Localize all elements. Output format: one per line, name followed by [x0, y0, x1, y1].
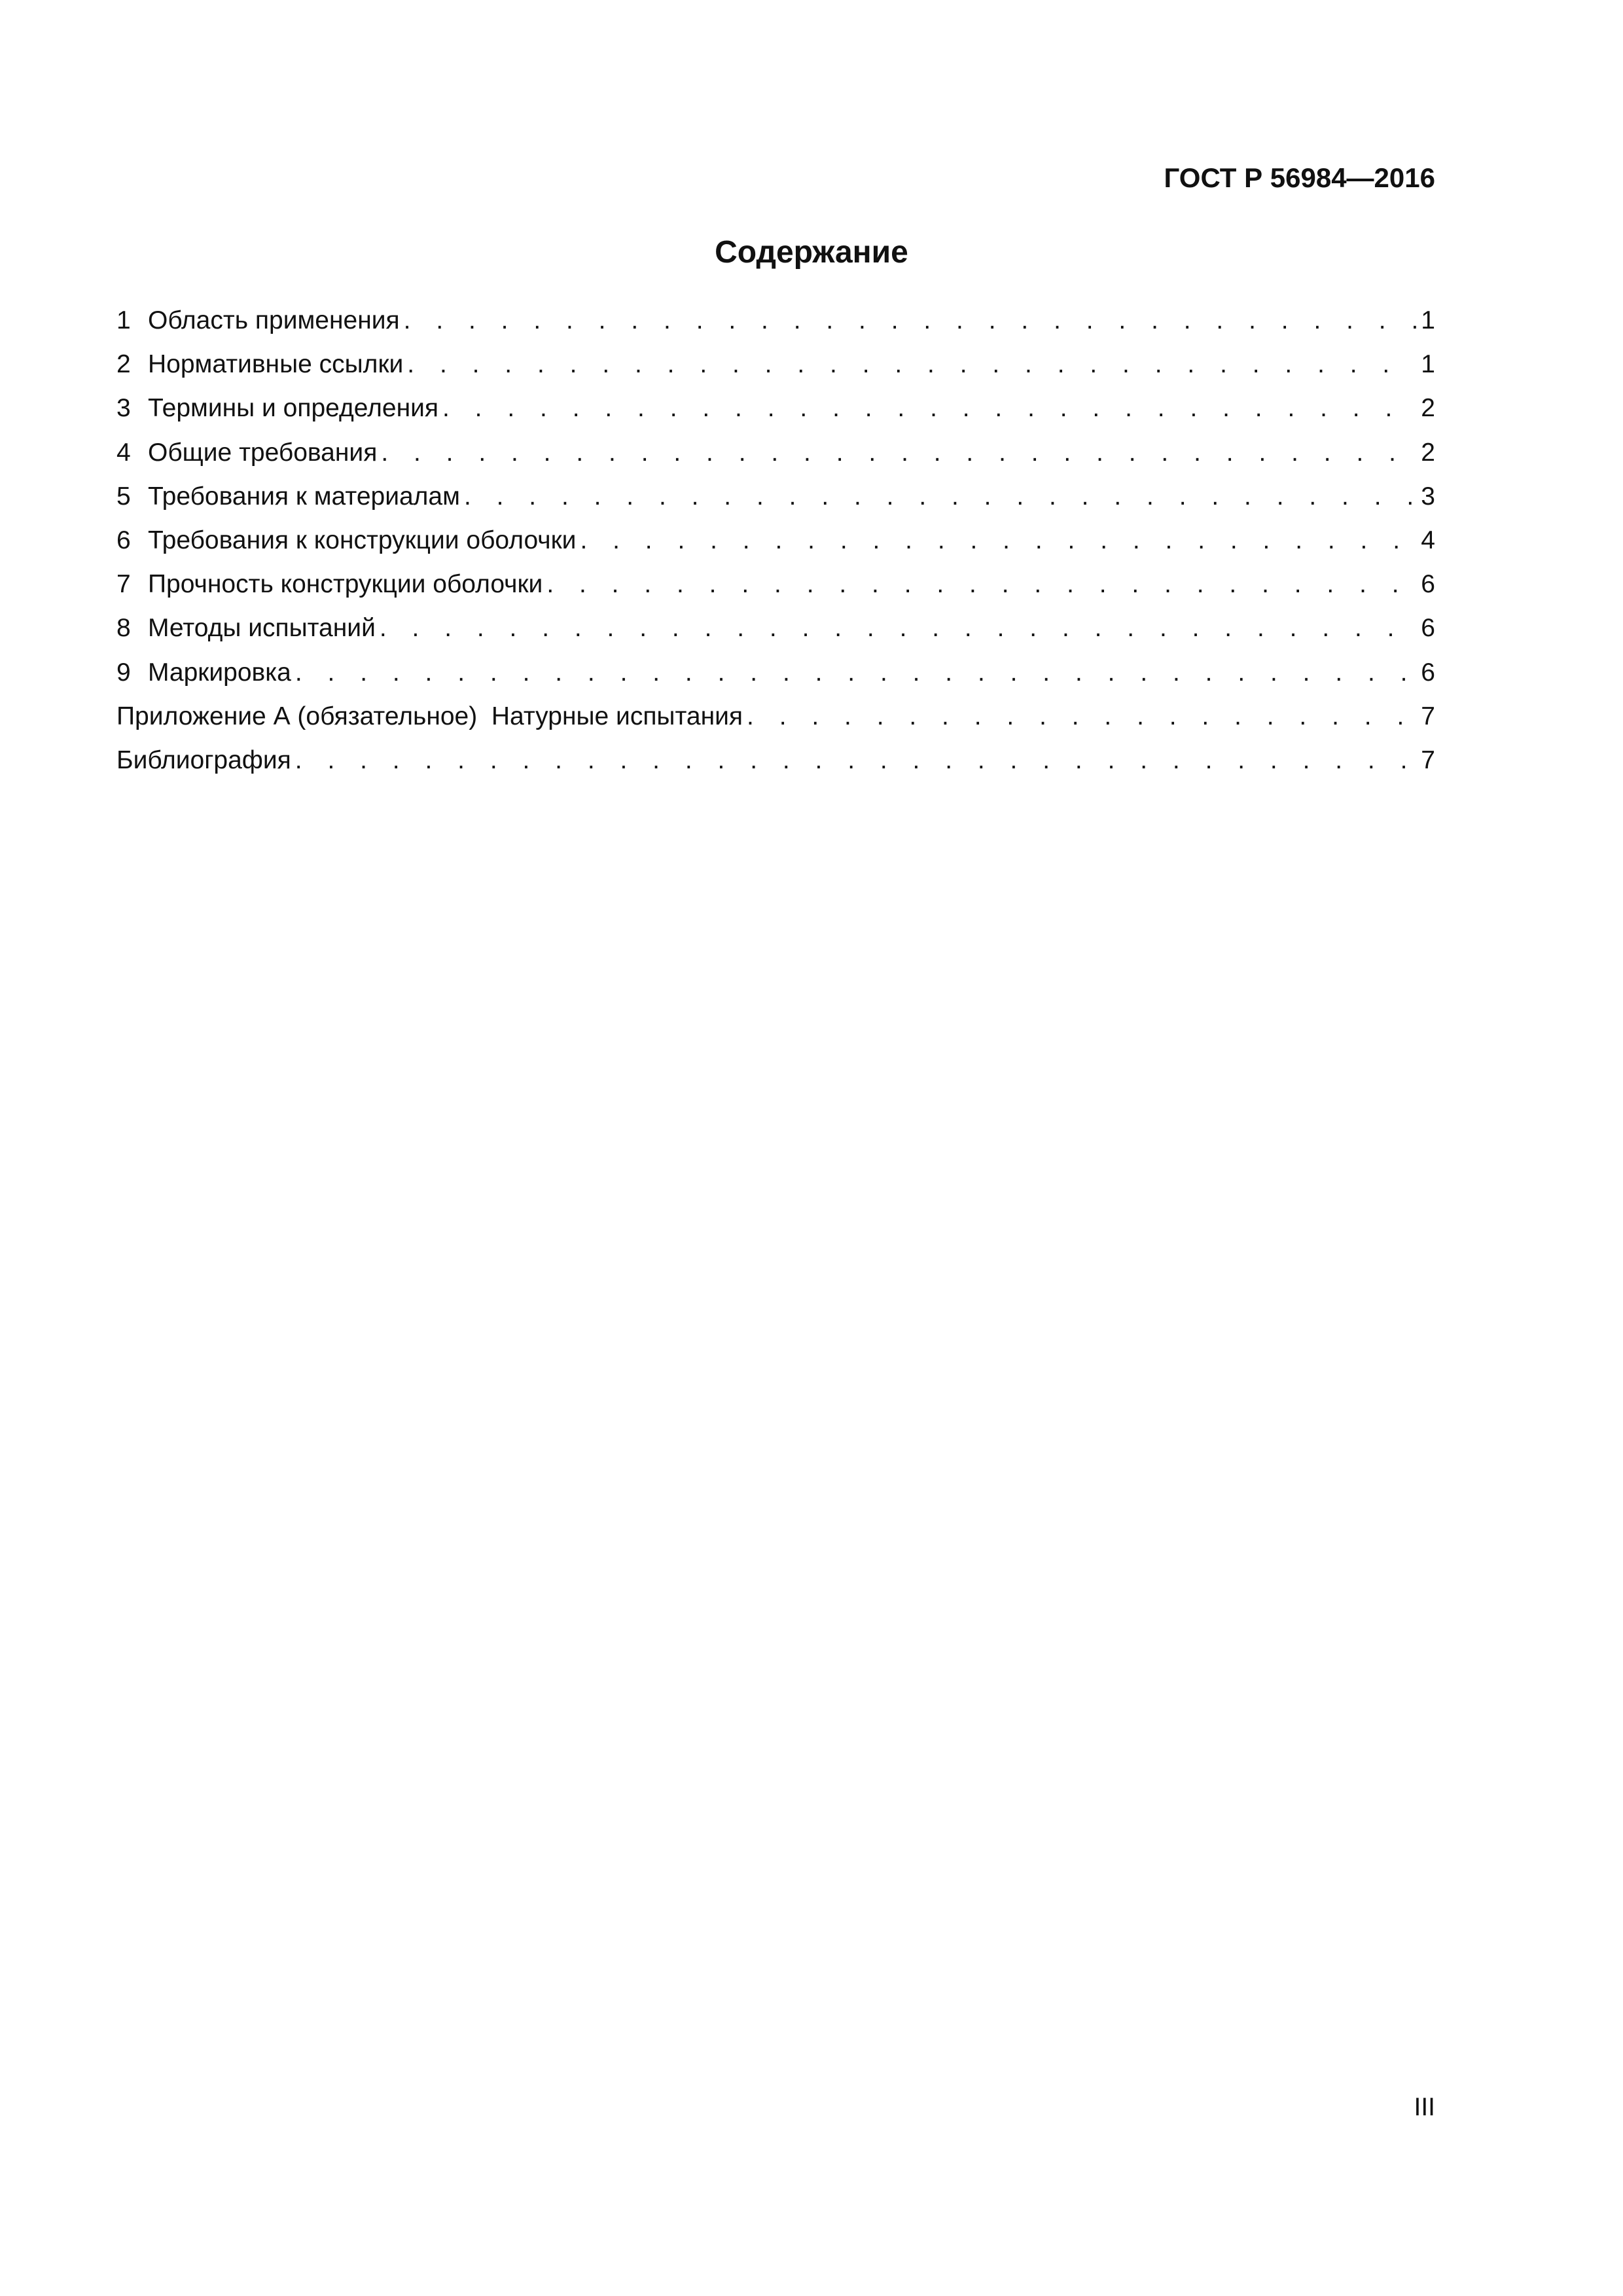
dot-leader [380, 606, 1417, 650]
dot-leader [295, 738, 1418, 782]
toc-entry-page: 1 [1421, 306, 1435, 334]
toc-entry-page: 6 [1421, 658, 1435, 687]
toc-entry-appendix-a[interactable] [116, 694, 1435, 738]
dot-leader [580, 518, 1417, 562]
dot-leader [747, 694, 1417, 738]
toc-entry-label: Область применения [148, 306, 400, 334]
toc-entry-label: Прочность конструкции оболочки [148, 570, 543, 599]
toc-entry-label: Требования к конструкции оболочки [148, 526, 577, 554]
toc-entry-normative-references[interactable] [116, 342, 1435, 386]
toc-entry-page: 6 [1421, 570, 1435, 599]
toc-entry-number: 1 [116, 306, 131, 334]
toc-entry-scope[interactable] [116, 298, 1435, 342]
toc-entry-page: 6 [1421, 614, 1435, 643]
toc-entry-number: 6 [116, 526, 131, 554]
toc-entry-label: Библиография [116, 745, 291, 774]
toc-entry-label: Нормативные ссылки [148, 350, 404, 379]
dot-leader [464, 475, 1417, 518]
toc-entry-number: 5 [116, 482, 131, 511]
dot-leader [546, 562, 1417, 606]
toc-title: Содержание [715, 235, 908, 270]
dot-leader [404, 298, 1418, 342]
toc-entry-number: 2 [116, 350, 131, 379]
toc-entry-page: 2 [1421, 438, 1435, 467]
toc-entry-page: 7 [1421, 745, 1435, 774]
toc-entry-label: Термины и определения [148, 394, 439, 423]
toc-entry-number: 3 [116, 394, 131, 423]
dot-leader [381, 431, 1417, 475]
toc-entry-page: 4 [1421, 526, 1435, 554]
toc-entry-label: Общие требования [148, 438, 378, 467]
toc-entry-number: 7 [116, 570, 131, 599]
toc-entry-shell-design-requirements[interactable] [116, 518, 1435, 562]
toc-entry-test-methods[interactable] [116, 606, 1435, 650]
table-of-contents [116, 298, 1435, 782]
toc-entry-page: 2 [1421, 394, 1435, 423]
dot-leader [442, 386, 1417, 430]
toc-entry-general-requirements[interactable] [116, 431, 1435, 475]
toc-entry-label: Методы испытаний [148, 614, 376, 643]
toc-entry-bibliography[interactable] [116, 738, 1435, 782]
toc-entry-page: 3 [1421, 482, 1435, 511]
toc-entry-label: Маркировка [148, 658, 291, 687]
toc-entry-shell-strength[interactable] [116, 562, 1435, 606]
dot-leader [407, 342, 1417, 386]
toc-entry-page: 7 [1421, 702, 1435, 730]
page-number: III [1414, 2093, 1435, 2121]
toc-entry-number: 4 [116, 438, 131, 467]
toc-entry-number: 8 [116, 614, 131, 643]
toc-entry-label: Требования к материалам [148, 482, 460, 511]
toc-entry-marking[interactable] [116, 651, 1435, 694]
dot-leader [295, 651, 1417, 694]
toc-entry-page: 1 [1421, 350, 1435, 379]
toc-entry-terms-definitions[interactable] [116, 386, 1435, 430]
toc-entry-material-requirements[interactable] [116, 475, 1435, 518]
toc-entry-label: Приложение А (обязательное) Натурные испытания [116, 702, 743, 730]
toc-entry-number: 9 [116, 658, 131, 687]
document-code: ГОСТ Р 56984—2016 [1164, 162, 1435, 193]
